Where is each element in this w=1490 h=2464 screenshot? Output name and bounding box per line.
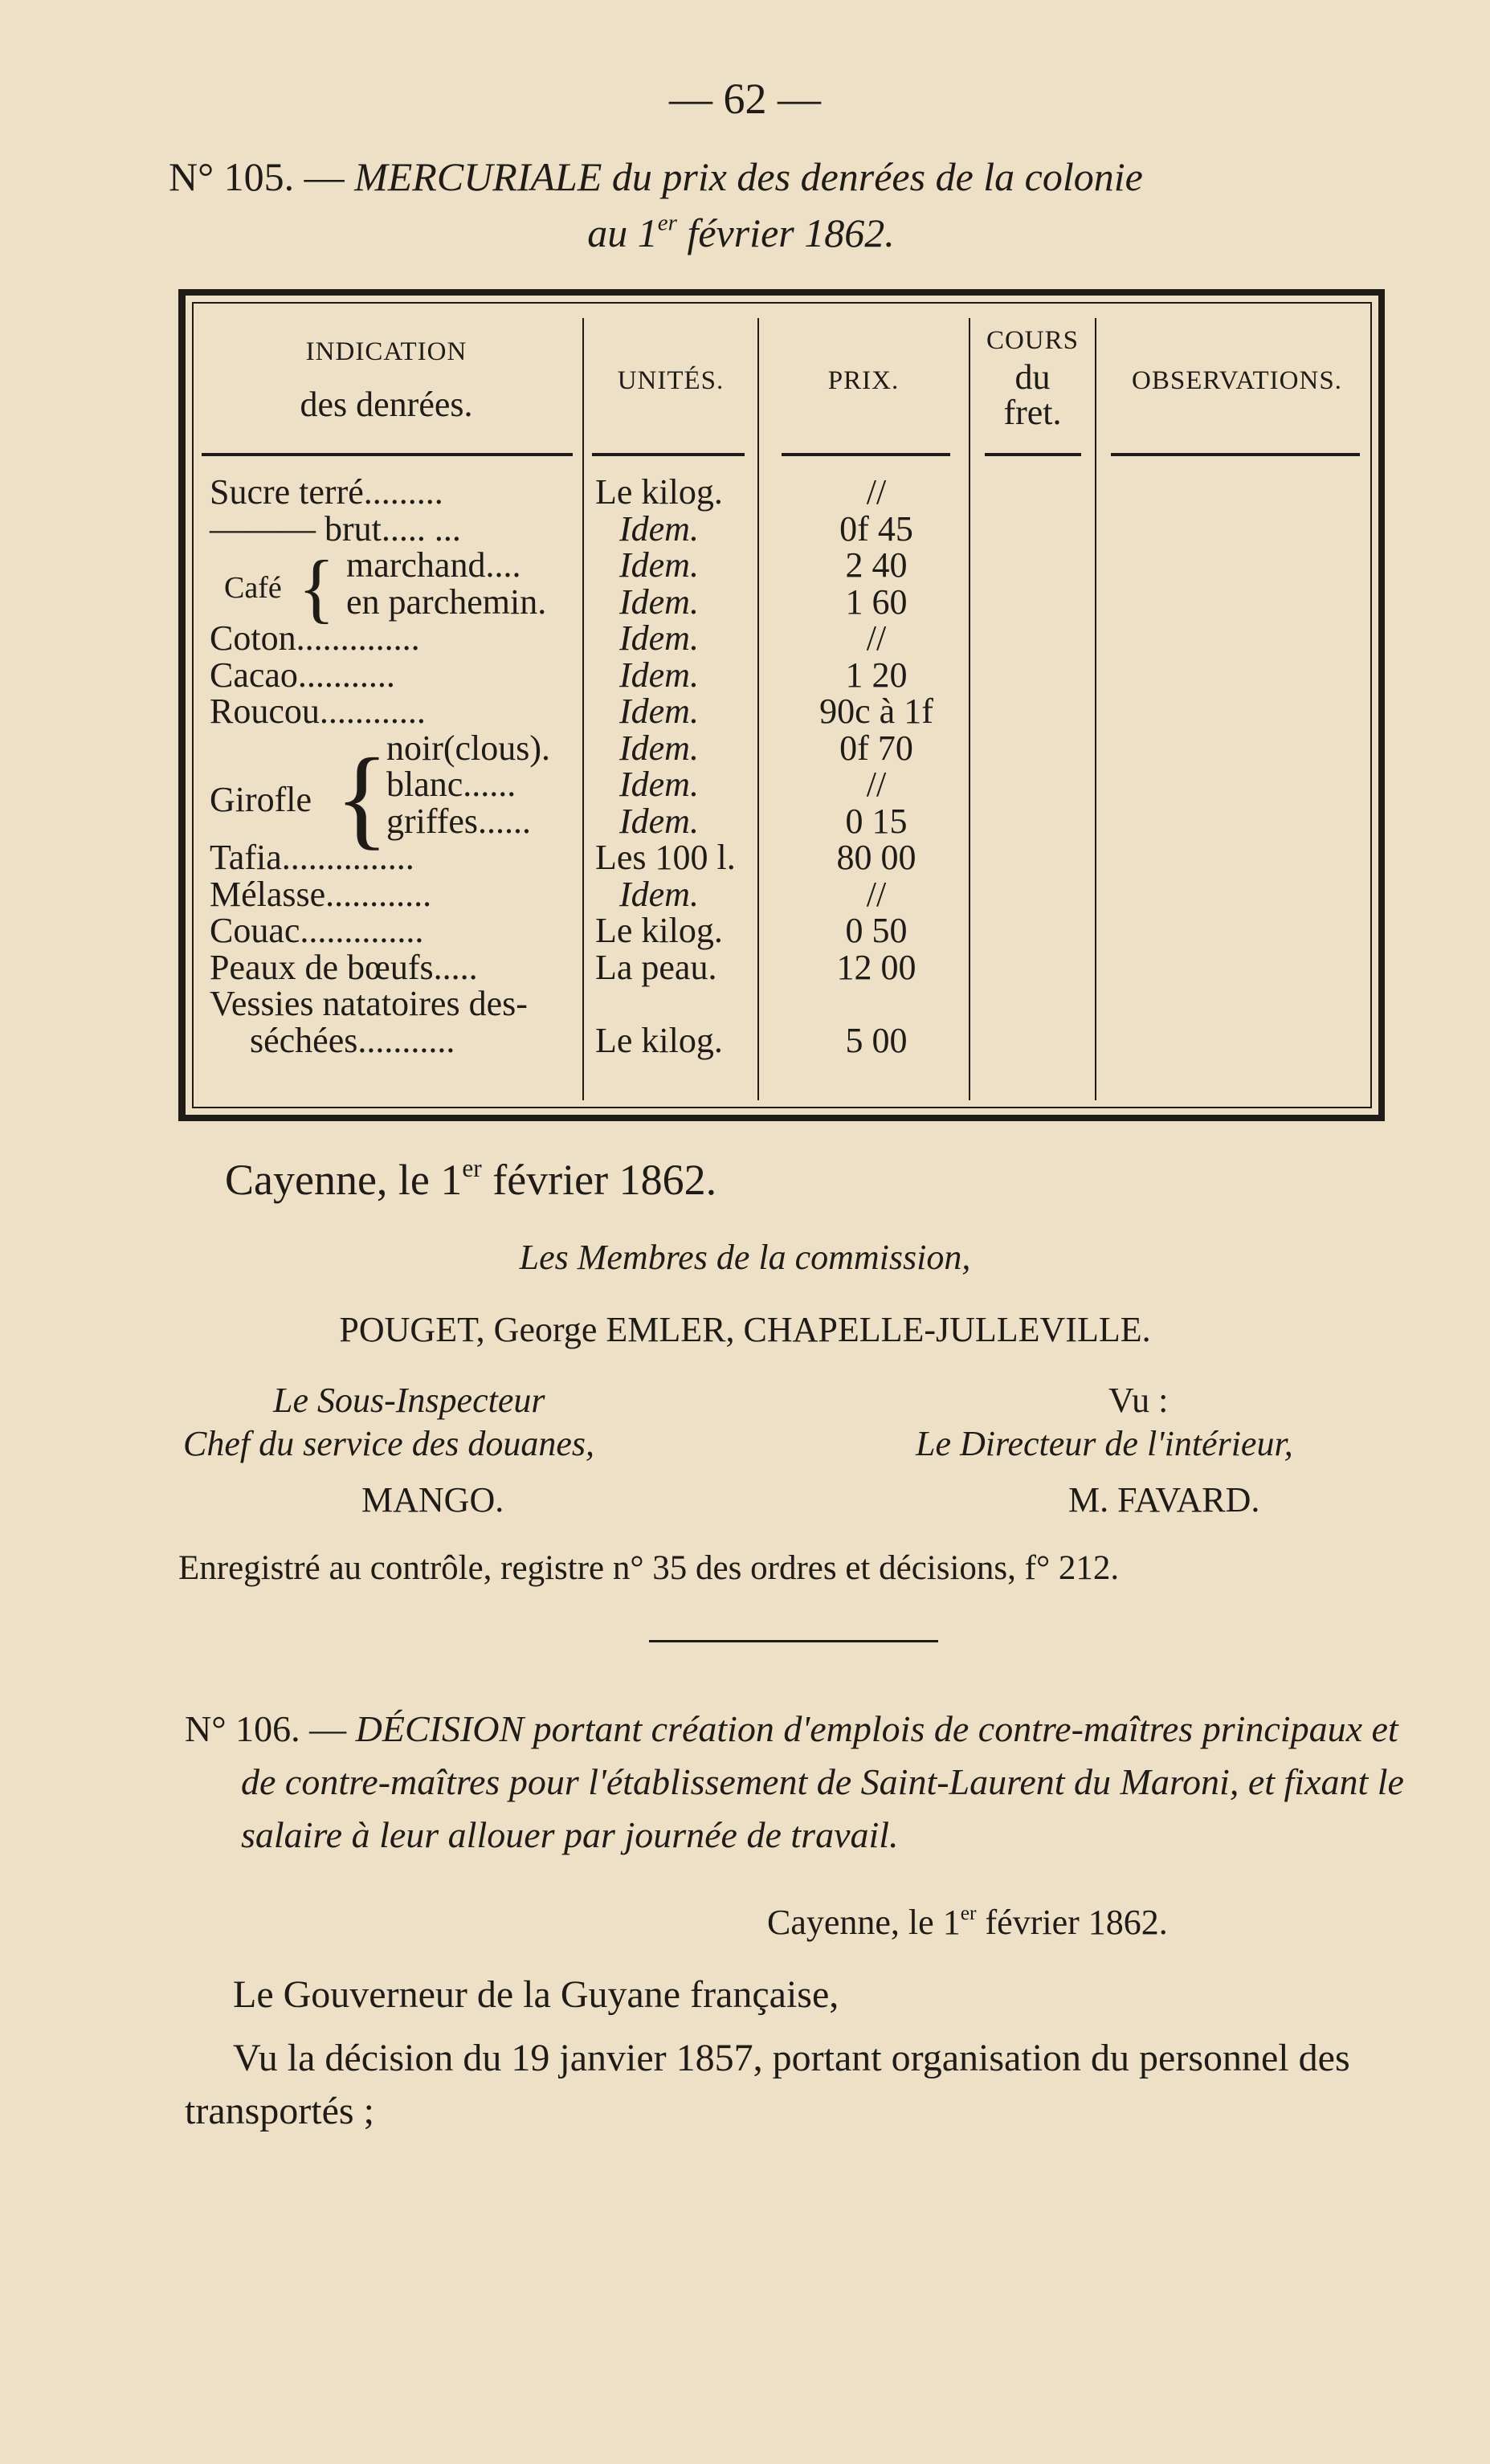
- header-rule: [782, 453, 950, 456]
- product-price: //: [866, 472, 887, 512]
- product-unit: Les 100 l.: [595, 838, 736, 877]
- table-row: [186, 803, 1378, 840]
- table-row: [186, 912, 1378, 949]
- table-row: [186, 839, 1378, 876]
- product-price: 1 60: [845, 581, 908, 622]
- header-unites: UNITÉS.: [617, 366, 725, 395]
- product-unit: Idem.: [619, 691, 699, 731]
- right-signatory-name: M. FAVARD.: [1068, 1480, 1260, 1520]
- product-unit: Idem.: [619, 728, 699, 768]
- heading-date: au 1er février 1862.: [587, 210, 895, 255]
- product-price: 2 40: [845, 545, 908, 585]
- product-name: séchées...........: [250, 1020, 455, 1060]
- product-name: marchand....: [346, 545, 521, 585]
- price-table: [178, 289, 1385, 1121]
- product-unit: Le kilog.: [595, 911, 723, 950]
- brace-icon: {: [335, 736, 390, 860]
- commission-line: Les Membres de la commission,: [519, 1238, 971, 1277]
- header-rule: [592, 453, 745, 456]
- product-price: 90c à 1f: [819, 691, 933, 731]
- product-price: //: [866, 618, 887, 658]
- product-name: griffes......: [386, 801, 532, 841]
- product-price: //: [866, 765, 887, 804]
- product-unit: Idem.: [619, 508, 699, 549]
- table-row: [186, 949, 1378, 986]
- product-unit: Idem.: [619, 765, 699, 804]
- document-heading: [169, 149, 1410, 261]
- product-name: Couac..............: [210, 911, 424, 950]
- left-signatory-title: Le Sous-Inspecteur: [273, 1381, 545, 1420]
- product-unit: Idem.: [619, 874, 699, 914]
- product-price: 80 00: [836, 838, 916, 877]
- group-label-girofle: Girofle: [210, 780, 312, 819]
- product-name: Sucre terré.........: [210, 472, 443, 512]
- table-row: [186, 581, 1378, 622]
- table-row: [186, 508, 1378, 549]
- product-unit: La peau.: [595, 947, 717, 987]
- product-unit: Idem.: [619, 801, 699, 841]
- product-name: ——— brut..... ...: [210, 508, 461, 549]
- product-name: Coton..............: [210, 618, 420, 658]
- table-row: [186, 1022, 1378, 1059]
- product-price: 0f 70: [839, 728, 913, 768]
- header-rule: [985, 453, 1081, 456]
- table-row: [186, 985, 1378, 1022]
- header-observations: OBSERVATIONS.: [1132, 366, 1342, 395]
- header-prix: PRIX.: [827, 366, 900, 395]
- group-label-cafe: Café: [224, 571, 282, 605]
- heading-title: MERCURIALE du prix des denrées de la colonie: [354, 154, 1143, 199]
- vu-paragraph: Vu la décision du 19 janvier 1857, portant organisation du personnel des transportés ;: [185, 2037, 1350, 2132]
- product-name: noir(clous).: [386, 728, 551, 768]
- product-price: 5 00: [845, 1020, 908, 1060]
- header-cours: COURS: [986, 326, 1080, 355]
- product-name: Peaux de bœufs.....: [210, 947, 478, 987]
- header-fret: fret.: [1003, 393, 1062, 432]
- header-rule: [1111, 453, 1360, 456]
- page-number: — 62 —: [669, 75, 821, 123]
- table-row: [186, 693, 1378, 730]
- product-unit: Le kilog.: [595, 472, 723, 512]
- right-vu: Vu :: [1108, 1381, 1169, 1420]
- table-row: [186, 547, 1378, 584]
- registration-note: Enregistré au contrôle, registre n° 35 des ordres et décisions, f° 212.: [178, 1549, 1120, 1587]
- governor-line: Le Gouverneur de la Guyane française,: [233, 1973, 839, 2016]
- table-row: [186, 876, 1378, 913]
- section-divider: [649, 1640, 938, 1642]
- product-name: Tafia...............: [210, 838, 414, 877]
- product-unit: Idem.: [619, 581, 699, 622]
- product-name: Mélasse............: [210, 874, 432, 914]
- left-signatory-name: MANGO.: [361, 1480, 504, 1520]
- header-du: du: [1014, 357, 1051, 397]
- table-row: [186, 620, 1378, 657]
- brace-icon: {: [298, 545, 336, 630]
- heading-number: N° 105. —: [169, 154, 345, 199]
- signature-place-date: Cayenne, le 1er février 1862.: [225, 1154, 717, 1204]
- header-rule: [202, 453, 573, 456]
- product-name: blanc......: [386, 765, 516, 804]
- product-unit: Idem.: [619, 545, 699, 585]
- product-price: 0 15: [845, 801, 908, 841]
- product-name: en parchemin.: [346, 581, 547, 622]
- product-unit: Idem.: [619, 655, 699, 695]
- table-row: [186, 657, 1378, 694]
- product-name: Roucou............: [210, 691, 426, 731]
- commission-members: POUGET, George EMLER, CHAPELLE-JULLEVILLE.: [339, 1310, 1151, 1349]
- product-unit: Idem.: [619, 618, 699, 658]
- product-price: 0 50: [845, 911, 908, 950]
- product-unit: Le kilog.: [595, 1020, 723, 1060]
- header-denrees: des denrées.: [300, 385, 473, 424]
- product-price: 0f 45: [839, 508, 913, 549]
- product-name: Cacao...........: [210, 655, 395, 695]
- table-row: [186, 474, 1378, 511]
- table-row: [186, 766, 1378, 803]
- product-price: 1 20: [845, 655, 908, 695]
- decision-heading: N° 106. — DÉCISION portant création d'emplois de contre-maîtres principaux et de contre-maîtres pour l'établissement de Saint-Laurent du Maroni, et fixant le salaire à leur allouer par journée de travail.: [185, 1708, 1404, 1855]
- product-price: 12 00: [836, 947, 916, 987]
- right-signatory-title: Le Directeur de l'intérieur,: [916, 1424, 1293, 1463]
- table-row: [186, 730, 1378, 767]
- product-name: Vessies natatoires des-: [210, 984, 528, 1023]
- product-price: //: [866, 874, 887, 914]
- header-indication: INDICATION: [305, 337, 467, 366]
- decision-date: Cayenne, le 1er février 1862.: [767, 1901, 1168, 1942]
- left-signatory-service: Chef du service des douanes,: [183, 1424, 594, 1463]
